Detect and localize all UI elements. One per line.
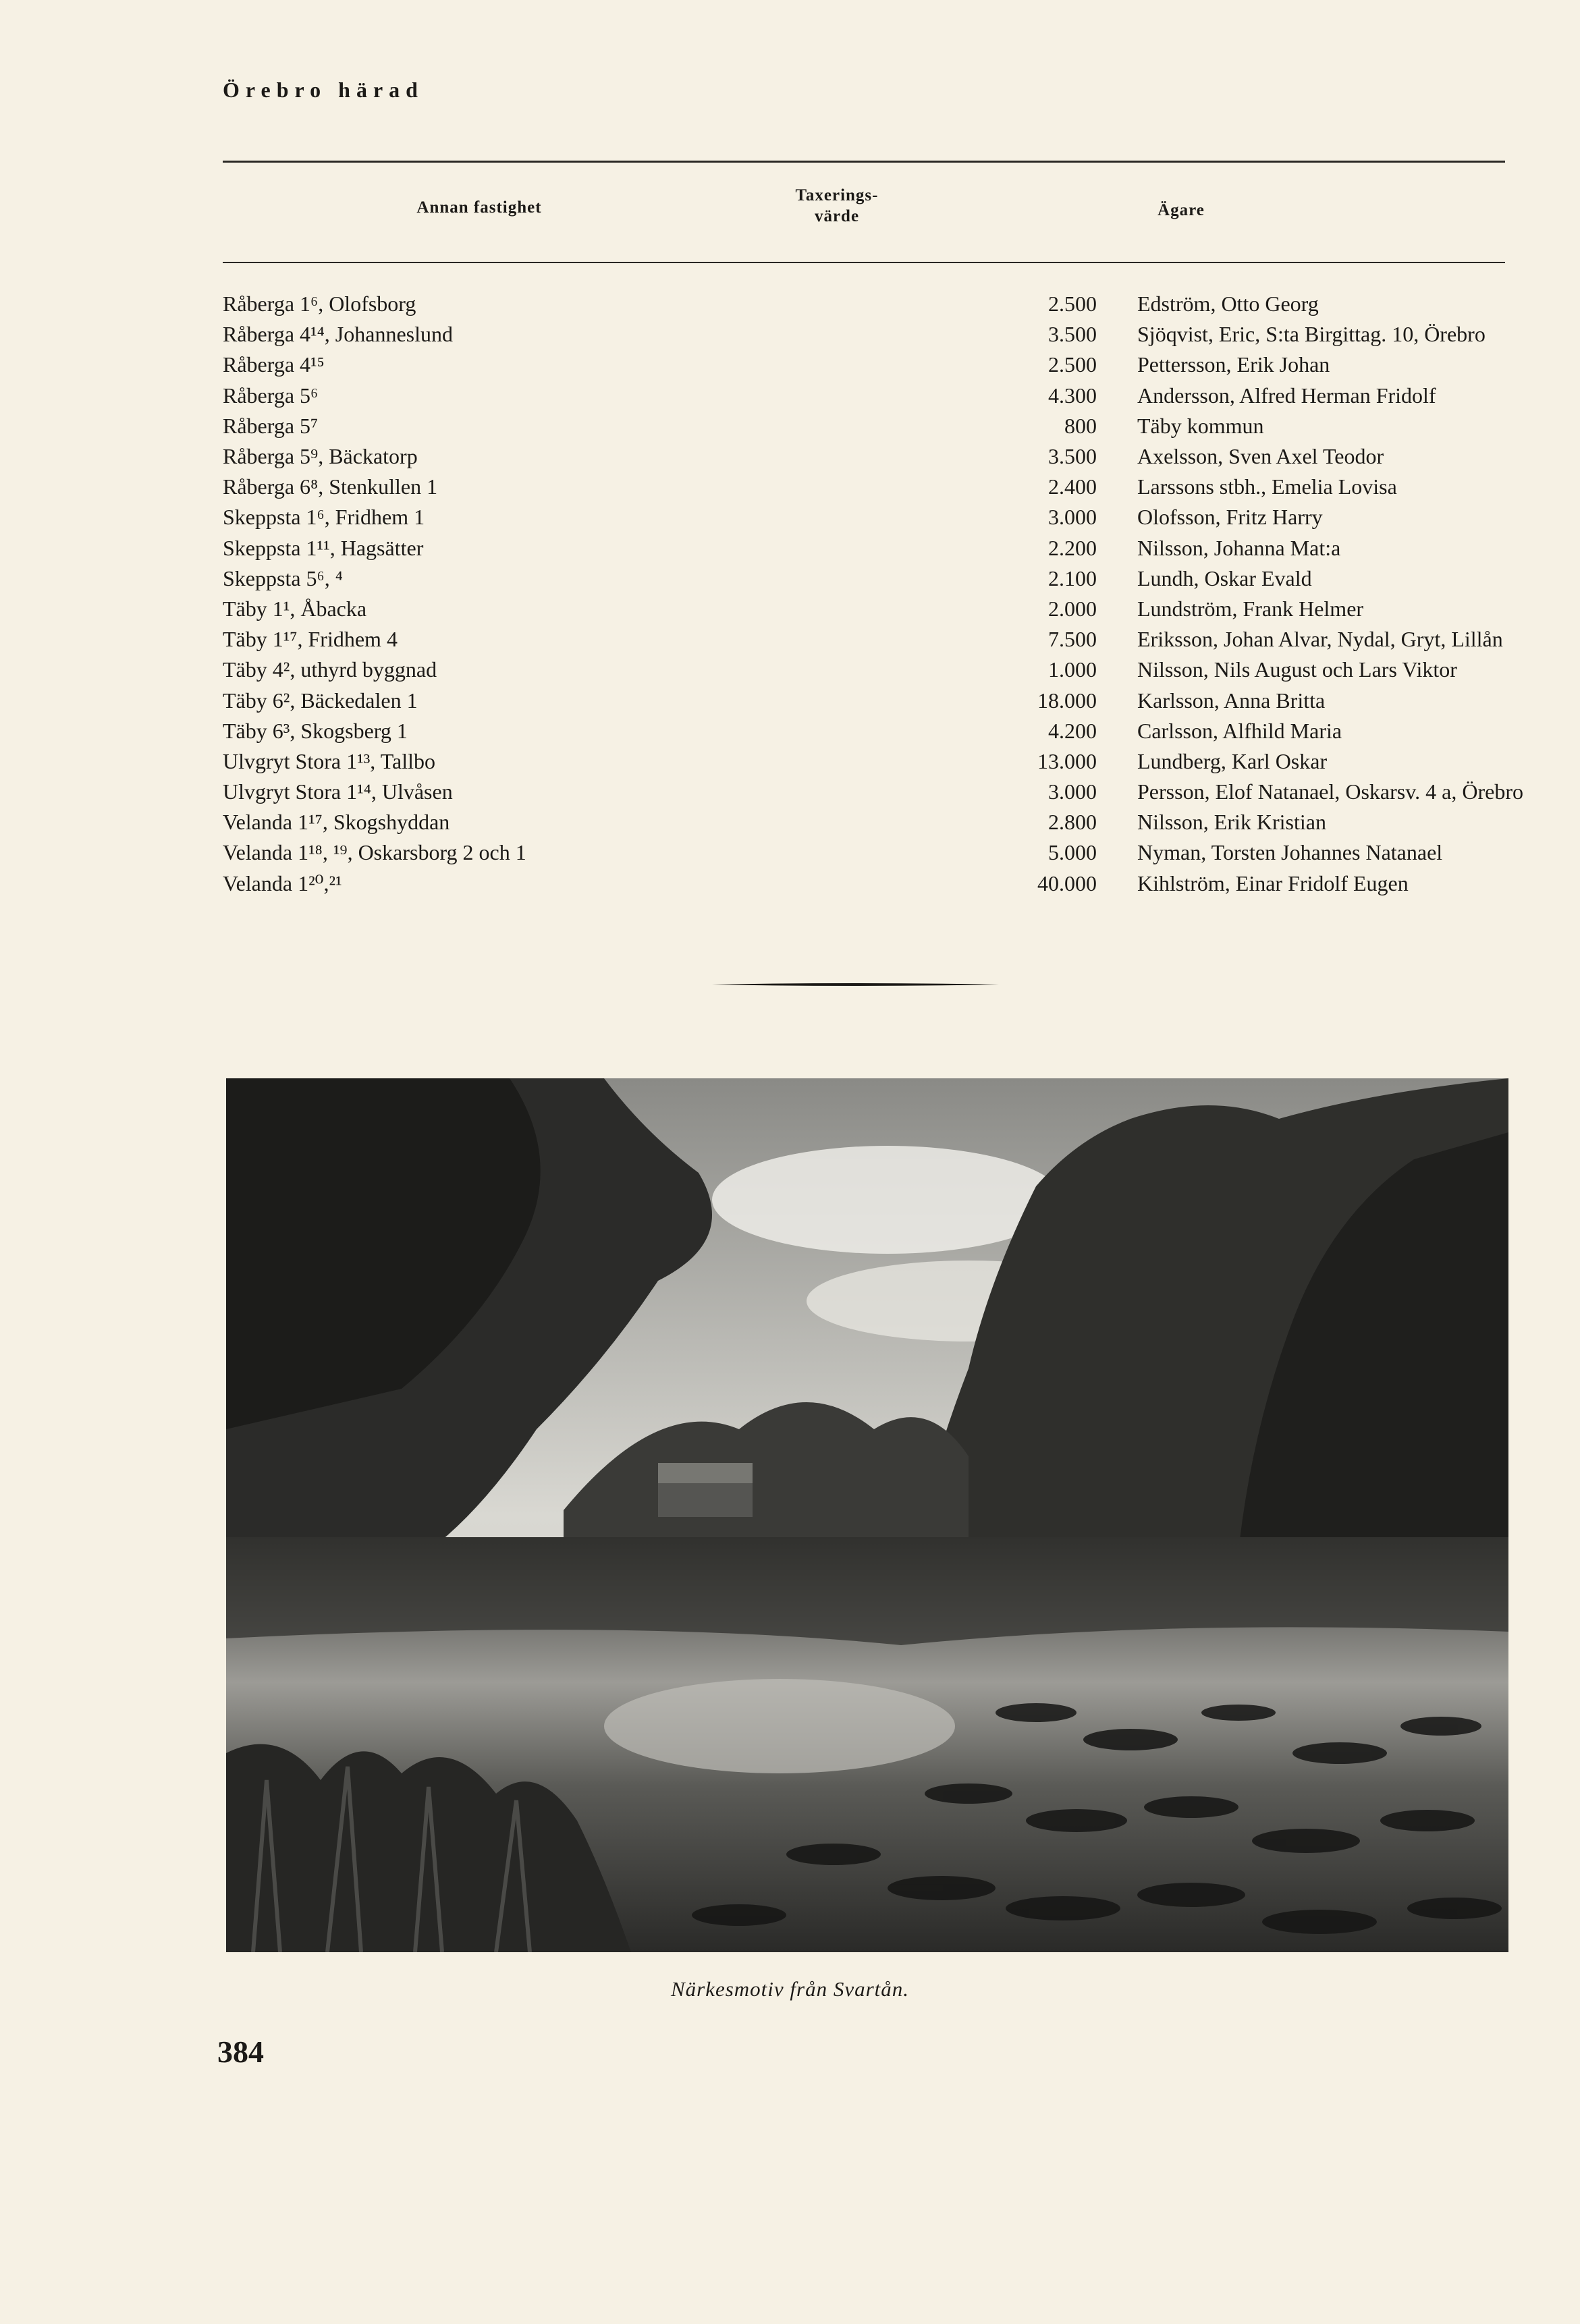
- value-cell: 2.000: [1048, 596, 1097, 621]
- owner-cell: Olofsson, Fritz Harry: [1137, 505, 1323, 530]
- owner-cell: Sjöqvist, Eric, S:ta Birgittag. 10, Örebro: [1137, 322, 1486, 347]
- table-row: [223, 746, 1523, 777]
- column-header-owner: Ägare: [1157, 201, 1205, 219]
- property-cell: Råberga 5⁹, Bäckatorp: [223, 444, 418, 469]
- owner-cell: Karlsson, Anna Britta: [1137, 688, 1326, 713]
- table-row: [223, 594, 1523, 624]
- value-cell: 3.500: [1048, 322, 1097, 347]
- table-row: [223, 655, 1523, 685]
- value-cell: 2.400: [1048, 474, 1097, 499]
- owner-cell: Pettersson, Erik Johan: [1137, 352, 1330, 377]
- property-cell: Råberga 4¹⁴, Johanneslund: [223, 322, 453, 347]
- property-cell: Täby 6³, Skogsberg 1: [223, 718, 408, 743]
- property-cell: Råberga 5⁷: [223, 413, 319, 438]
- value-cell: 1.000: [1048, 657, 1097, 682]
- property-cell: Skeppsta 5⁶, ⁴: [223, 565, 343, 590]
- property-cell: Täby 1¹⁷, Fridhem 4: [223, 627, 398, 652]
- owner-cell: Edström, Otto Georg: [1137, 292, 1319, 316]
- property-cell: Skeppsta 1¹¹, Hagsätter: [223, 535, 424, 560]
- table-row: [223, 411, 1523, 441]
- photo-caption: Närkesmotiv från Svartån.: [670, 1977, 910, 2001]
- table-row: [223, 837, 1523, 868]
- column-header-property: Annan fastighet: [416, 198, 542, 217]
- table-row: [223, 289, 1523, 319]
- value-cell: 3.000: [1048, 779, 1097, 804]
- property-cell: Råberga 1⁶, Olofsborg: [223, 292, 416, 316]
- owner-cell: Carlsson, Alfhild Maria: [1137, 718, 1342, 743]
- property-cell: Ulvgryt Stora 1¹⁴, Ulvåsen: [223, 779, 453, 804]
- value-cell: 4.300: [1048, 383, 1097, 408]
- value-cell: 2.200: [1048, 535, 1097, 560]
- value-cell: 2.100: [1048, 565, 1097, 590]
- value-cell: 18.000: [1037, 688, 1097, 713]
- value-cell: 2.500: [1048, 352, 1097, 377]
- owner-cell: Lundh, Oskar Evald: [1137, 565, 1312, 590]
- owner-cell: Axelsson, Sven Axel Teodor: [1137, 444, 1384, 469]
- landscape-photo: [226, 1078, 1508, 1952]
- table-row: [223, 716, 1523, 746]
- property-cell: Täby 6², Bäckedalen 1: [223, 688, 418, 713]
- value-cell: 40.000: [1037, 870, 1097, 895]
- value-cell: 7.500: [1048, 627, 1097, 652]
- owner-cell: Nyman, Torsten Johannes Natanael: [1137, 840, 1443, 865]
- table-row: [223, 685, 1523, 715]
- decorative-divider: [712, 983, 999, 987]
- table-row: [223, 350, 1523, 380]
- table-row: [223, 533, 1523, 563]
- owner-cell: Andersson, Alfred Herman Fridolf: [1137, 383, 1436, 408]
- value-cell: 3.500: [1048, 444, 1097, 469]
- table-row: [223, 319, 1523, 350]
- table-row: [223, 563, 1523, 594]
- owner-cell: Persson, Elof Natanael, Oskarsv. 4 a, Örebro: [1137, 779, 1523, 804]
- value-cell: 2.500: [1048, 292, 1097, 316]
- property-cell: Velanda 1²⁰,²¹: [223, 871, 342, 896]
- value-cell: 3.000: [1048, 505, 1097, 530]
- owner-cell: Nilsson, Nils August och Lars Viktor: [1137, 657, 1457, 682]
- table-row: [223, 381, 1523, 411]
- property-cell: Täby 4², uthyrd byggnad: [223, 657, 437, 682]
- table-row: [223, 807, 1523, 837]
- table-row: [223, 868, 1523, 899]
- property-cell: Råberga 6⁸, Stenkullen 1: [223, 474, 438, 499]
- property-cell: Täby 1¹, Åbacka: [223, 596, 367, 621]
- property-cell: Ulvgryt Stora 1¹³, Tallbo: [223, 748, 435, 773]
- value-cell: 13.000: [1037, 748, 1097, 773]
- column-header-value: Taxerings- värde: [795, 186, 879, 226]
- owner-cell: Kihlström, Einar Fridolf Eugen: [1137, 870, 1409, 895]
- table-row: [223, 777, 1523, 807]
- owner-cell: Täby kommun: [1137, 413, 1264, 438]
- table-header-rule: [223, 262, 1505, 263]
- property-cell: Råberga 5⁶: [223, 383, 319, 408]
- value-cell: 2.800: [1048, 810, 1097, 835]
- table-row: [223, 472, 1523, 502]
- owner-cell: Lundström, Frank Helmer: [1137, 596, 1364, 621]
- owner-cell: Nilsson, Johanna Mat:a: [1137, 535, 1341, 560]
- owner-cell: Lundberg, Karl Oskar: [1137, 748, 1328, 773]
- owner-cell: Eriksson, Johan Alvar, Nydal, Gryt, Lillån: [1137, 627, 1503, 652]
- property-cell: Råberga 4¹⁵: [223, 352, 325, 377]
- property-cell: Velanda 1¹⁷, Skogshyddan: [223, 810, 450, 835]
- table-row: [223, 624, 1523, 655]
- table-row: [223, 441, 1523, 472]
- owner-cell: Larssons stbh., Emelia Lovisa: [1137, 474, 1397, 499]
- value-cell: 800: [1064, 413, 1097, 438]
- property-cell: Velanda 1¹⁸, ¹⁹, Oskarsborg 2 och 1: [223, 840, 526, 865]
- table-top-rule: [223, 161, 1505, 163]
- page-number: 384: [217, 2035, 264, 2069]
- owner-cell: Nilsson, Erik Kristian: [1137, 810, 1326, 835]
- value-cell: 5.000: [1048, 840, 1097, 865]
- running-header: Örebro härad: [223, 78, 424, 102]
- value-cell: 4.200: [1048, 718, 1097, 743]
- property-table: [223, 289, 1523, 899]
- table-row: [223, 502, 1523, 532]
- property-cell: Skeppsta 1⁶, Fridhem 1: [223, 505, 425, 530]
